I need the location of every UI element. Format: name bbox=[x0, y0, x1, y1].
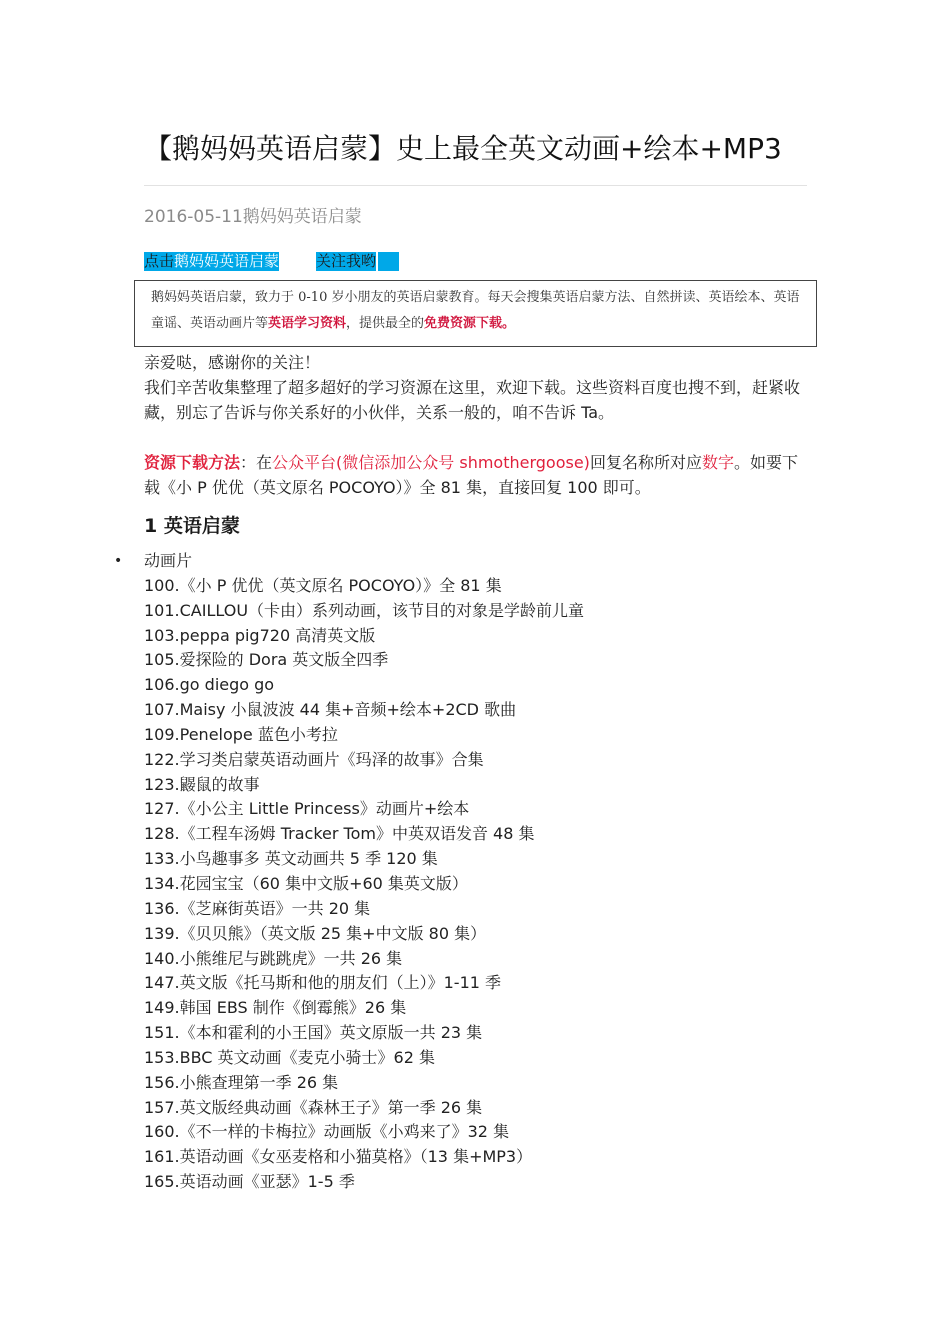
list-item: 101.CAILLOU（卡由）系列动画，该节目的对象是学龄前儿童 bbox=[144, 600, 585, 620]
list-category: 动画片 bbox=[144, 551, 193, 570]
list-item: 136.《芝麻街英语》一共 20 集 bbox=[144, 898, 371, 918]
list-item: 160.《不一样的卡梅拉》动画版《小鸡来了》32 集 bbox=[144, 1122, 510, 1142]
greeting-line: 亲爱哒，感谢你的关注！ bbox=[144, 353, 321, 372]
intro-box bbox=[134, 280, 817, 347]
list-item: 103.peppa pig720 高清英文版 bbox=[144, 625, 376, 645]
list-item: 156.小熊查理第一季 26 集 bbox=[144, 1072, 339, 1092]
follow-account-link[interactable]: 鹅妈妈英语启蒙 bbox=[174, 252, 280, 270]
list-item: 147.英文版《托马斯和他的朋友们（上）》1-11 季 bbox=[144, 973, 502, 993]
list-item: 165.英语动画《亚瑟》1-5 季 bbox=[144, 1172, 355, 1192]
list-item: 134.花园宝宝（60 集中文版+60 集英文版） bbox=[144, 873, 468, 893]
list-item: 123.鼹鼠的故事 bbox=[144, 774, 260, 794]
resource-list bbox=[144, 549, 584, 1195]
list-item: 100.《小 P 优优（英文原名 POCOYO）》全 81 集 bbox=[144, 575, 502, 595]
download-label: 资源下载方法 bbox=[144, 453, 241, 472]
follow-me-button[interactable]: 关注我哟 bbox=[316, 252, 377, 270]
list-item: 149.韩国 EBS 制作《倒霉熊》26 集 bbox=[144, 998, 407, 1018]
list-item: 122.学习类启蒙英语动画片《玛泽的故事》合集 bbox=[144, 749, 484, 769]
list-item: 140.小熊维尼与跳跳虎》一共 26 集 bbox=[144, 948, 403, 968]
download-platform: 公众平台(微信添加公众号 shmothergoose) bbox=[272, 453, 590, 472]
follow-bar-tail bbox=[376, 252, 399, 271]
list-item: 109.Penelope 蓝色小考拉 bbox=[144, 724, 338, 744]
intro-text-middle: ，提供最全的 bbox=[346, 316, 425, 331]
list-bullet: • bbox=[114, 553, 123, 569]
list-item: 127.《小公主 Little Princess》动画片+绘本 bbox=[144, 799, 470, 819]
download-example: 。如要下载《小 P 优优（英文原名 POCOYO）》全 81 集，直接回复 100 即可。 bbox=[144, 453, 798, 497]
greeting-paragraph: 我们辛苦收集整理了超多超好的学习资源在这里，欢迎下载。这些资料百度也搜不到，赶紧收藏，别忘了告诉与你关系好的小伙伴，关系一般的，咱不告诉 Ta。 bbox=[144, 378, 801, 422]
list-item: 105.爱探险的 Dora 英文版全四季 bbox=[144, 650, 389, 670]
list-item: 157.英文版经典动画《森林王子》第一季 26 集 bbox=[144, 1097, 483, 1117]
title-divider bbox=[144, 185, 807, 186]
list-item: 106.go diego go bbox=[144, 675, 275, 695]
follow-click-label: 点击 bbox=[144, 252, 175, 270]
section-heading: 1 英语启蒙 bbox=[144, 515, 240, 537]
intro-highlight-materials: 英语学习资料 bbox=[268, 316, 347, 331]
article-meta: 2016-05-11鹅妈妈英语启蒙 bbox=[144, 207, 362, 227]
intro-text: 鹅妈妈英语启蒙，致力于 0-10 岁小朋友的英语启蒙教育。每天会搜集英语启蒙方法、自然拼读、英语绘本、英语童谣、英语动画片等 bbox=[151, 290, 800, 331]
download-colon: ：在 bbox=[240, 453, 273, 472]
list-item: 107.Maisy 小鼠波波 44 集+音频+绘本+2CD 歌曲 bbox=[144, 700, 517, 720]
list-item: 133.小鸟趣事多 英文动画共 5 季 120 集 bbox=[144, 849, 438, 869]
list-item: 161.英语动画《女巫麦格和小猫莫格》（13 集+MP3） bbox=[144, 1147, 533, 1167]
intro-highlight-download: 免费资源下载。 bbox=[424, 316, 516, 331]
list-item: 153.BBC 英文动画《麦克小骑士》62 集 bbox=[144, 1047, 436, 1067]
list-item: 139.《贝贝熊》（英文版 25 集+中文版 80 集） bbox=[144, 923, 487, 943]
download-text: 回复名称所对应 bbox=[589, 453, 702, 472]
list-item: 128.《工程车汤姆 Tracker Tom》中英双语发音 48 集 bbox=[144, 824, 535, 844]
follow-spacer bbox=[279, 252, 316, 271]
article-title: 【鹅妈妈英语启蒙】史上最全英文动画+绘本+MP3 bbox=[144, 132, 782, 165]
list-item: 151.《本和霍利的小王国》英文原版一共 23 集 bbox=[144, 1023, 483, 1043]
download-number-word: 数字 bbox=[701, 453, 734, 472]
follow-bar bbox=[144, 252, 399, 271]
download-instructions bbox=[144, 450, 810, 500]
